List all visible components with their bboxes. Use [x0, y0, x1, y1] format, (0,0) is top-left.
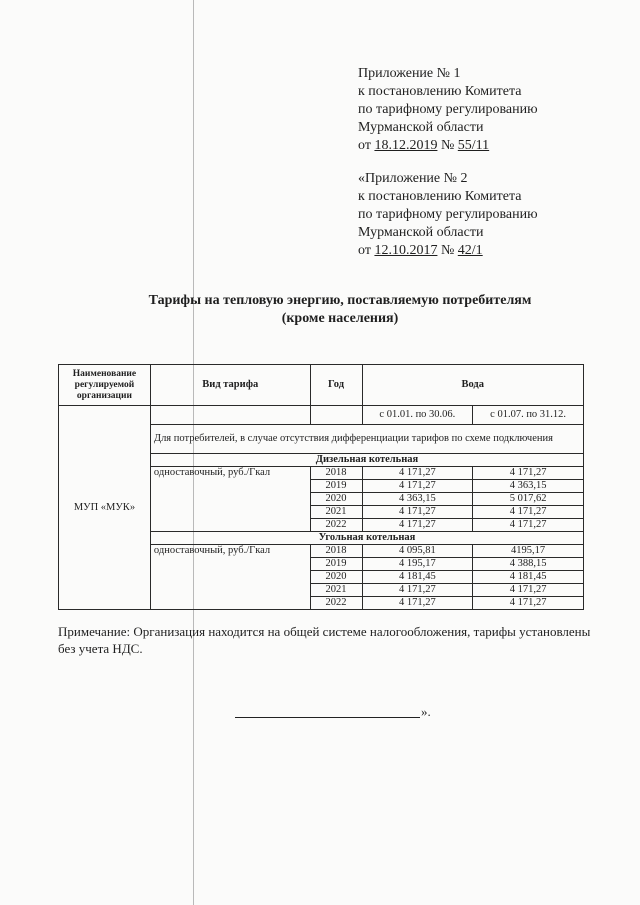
second-half-value: 4 171,27 — [473, 519, 584, 532]
closing-underline — [235, 717, 420, 718]
first-half-value: 4 171,27 — [362, 467, 473, 480]
period-first-half: с 01.01. по 30.06. — [362, 406, 473, 425]
header-year: Год — [310, 365, 362, 406]
appendix-2-line-1: «Приложение № 2 — [358, 171, 468, 186]
year-cell: 2019 — [310, 558, 362, 571]
appendix-2-date-line — [358, 242, 538, 260]
year-cell: 2019 — [310, 480, 362, 493]
org-name-cell: МУП «МУК» — [59, 406, 151, 610]
appendix-1-date: 18.12.2019 — [374, 138, 438, 153]
note-text: Примечание: Организация находится на общей системе налогообложения, тарифы установлены без учета НДС. — [58, 624, 591, 656]
first-half-value: 4 095,81 — [362, 545, 473, 558]
first-half-value: 4 171,27 — [362, 480, 473, 493]
appendix-1-line-2: к постановлению Комитета — [358, 84, 522, 99]
first-half-value: 4 195,17 — [362, 558, 473, 571]
appendix-1-number-prefix: № — [437, 138, 458, 153]
second-half-value: 4 171,27 — [473, 467, 584, 480]
second-half-value: 4 171,27 — [473, 506, 584, 519]
second-half-value: 4 171,27 — [473, 597, 584, 610]
year-cell: 2018 — [310, 545, 362, 558]
appendix-1-line-1: Приложение № 1 — [358, 66, 461, 81]
period-empty-year — [310, 406, 362, 425]
second-half-value: 4 171,27 — [473, 584, 584, 597]
year-cell: 2022 — [310, 519, 362, 532]
second-half-value: 5 017,62 — [473, 493, 584, 506]
tariff-kind: одноставочный, руб./Гкал — [150, 467, 310, 532]
year-cell: 2020 — [310, 493, 362, 506]
header-org: Наименование регулируемой организации — [59, 365, 151, 406]
appendix-1-line-3: по тарифному регулированию — [358, 102, 538, 117]
boiler-name: Дизельная котельная — [150, 454, 583, 467]
appendix-1-line-4: Мурманской области — [358, 120, 484, 135]
document-title — [0, 292, 640, 328]
appendix-2-line-3: по тарифному регулированию — [358, 207, 538, 222]
year-cell: 2021 — [310, 584, 362, 597]
appendix-2-date: 12.10.2017 — [374, 243, 438, 258]
title-line-1: Тарифы на тепловую энергию, поставляемую потребителям — [148, 293, 532, 308]
first-half-value: 4 171,27 — [362, 584, 473, 597]
title-line-2: (кроме населения) — [281, 311, 399, 326]
table-header-row — [59, 365, 584, 406]
year-cell: 2018 — [310, 467, 362, 480]
first-half-value: 4 171,27 — [362, 519, 473, 532]
closing-quote-mark: ». — [421, 704, 431, 719]
appendix-2-line-4: Мурманской области — [358, 225, 484, 240]
header-water: Вода — [362, 365, 584, 406]
first-half-value: 4 363,15 — [362, 493, 473, 506]
second-half-value: 4 181,45 — [473, 571, 584, 584]
boiler-name: Угольная котельная — [150, 532, 583, 545]
tariff-kind: одноставочный, руб./Гкал — [150, 545, 310, 610]
appendix-2-number: 42/1 — [457, 243, 483, 258]
appendix-1-date-prefix: от — [358, 138, 375, 153]
first-half-value: 4 171,27 — [362, 506, 473, 519]
year-cell: 2021 — [310, 506, 362, 519]
appendix-2-header — [358, 170, 538, 260]
period-row — [59, 406, 584, 425]
second-half-value: 4 388,15 — [473, 558, 584, 571]
second-half-value: 4 363,15 — [473, 480, 584, 493]
appendix-1-date-line — [358, 137, 538, 155]
period-empty-kind — [150, 406, 310, 425]
appendix-2-line-2: к постановлению Комитета — [358, 189, 522, 204]
appendix-1-header — [358, 65, 538, 155]
year-cell: 2020 — [310, 571, 362, 584]
second-half-value: 4195,17 — [473, 545, 584, 558]
first-half-value: 4 181,45 — [362, 571, 473, 584]
header-kind: Вид тарифа — [150, 365, 310, 406]
first-half-value: 4 171,27 — [362, 597, 473, 610]
condition-cell: Для потребителей, в случае отсутствия дифференциации тарифов по схеме подключения — [150, 425, 583, 454]
appendix-2-number-prefix: № — [437, 243, 458, 258]
period-second-half: с 01.07. по 31.12. — [473, 406, 584, 425]
tariff-table — [58, 364, 584, 610]
year-cell: 2022 — [310, 597, 362, 610]
appendix-2-date-prefix: от — [358, 243, 375, 258]
appendix-1-number: 55/11 — [457, 138, 490, 153]
